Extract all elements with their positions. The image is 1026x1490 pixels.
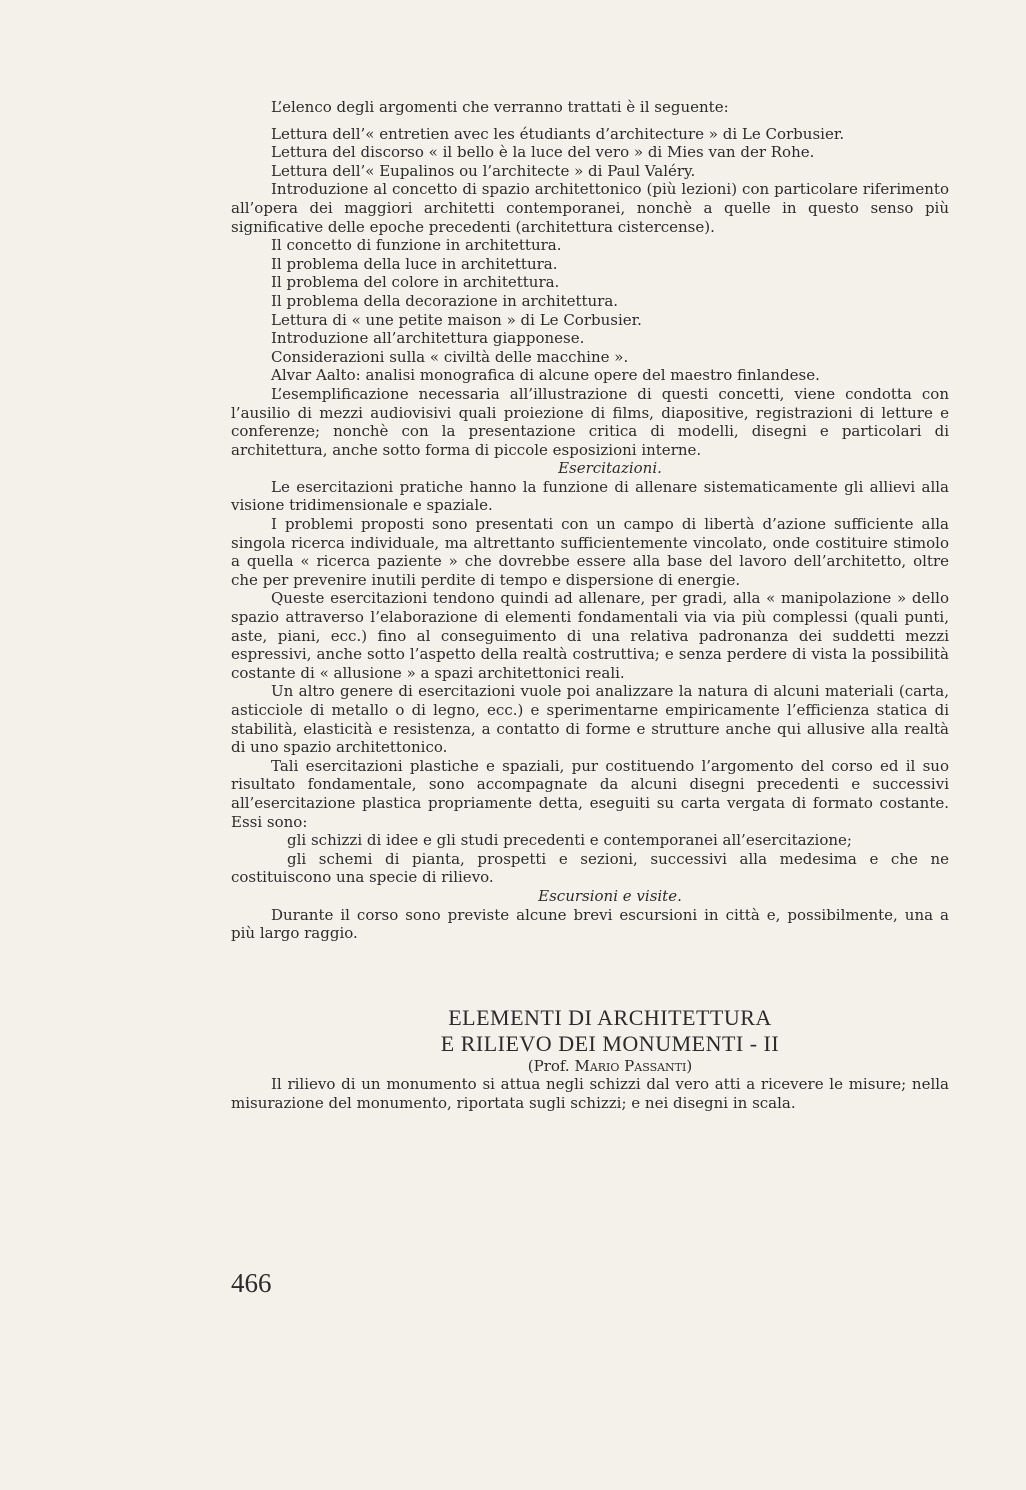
list-item: gli schizzi di idee e gli studi precedenti e contemporanei all’esercitazione; bbox=[287, 831, 852, 850]
intro-text: L’elenco degli argomenti che verranno trattati è il seguente: bbox=[271, 98, 729, 116]
topic-item: Il problema della luce in architettura. bbox=[271, 254, 558, 273]
topic-item: Introduzione all’architettura giapponese. bbox=[271, 329, 585, 348]
topic-item: Il problema della decorazione in architettura. bbox=[271, 291, 619, 310]
topic-item: Lettura dell’« entretien avec les étudiants d’architecture » di Le Corbusier. bbox=[271, 124, 845, 143]
page-number: 466 bbox=[231, 1268, 272, 1298]
professor-name: Mario Passanti bbox=[574, 1056, 687, 1075]
section-heading-escursioni: Escursioni e visite. bbox=[538, 886, 682, 905]
paragraph: Tali esercitazioni plastiche e spaziali, pur costituendo l’argomento del corso ed il suo risultato fondamentale, sono accompagnate da alcuni disegni precedenti e successivi all’esercitazione plastica propriamente detta, eseguiti su carta vergata di formato costante. Essi sono: bbox=[231, 756, 949, 831]
topic-item: L’esemplificazione necessaria all’illustrazione di questi concetti, viene condotta con l’ausilio di mezzi audiovisivi quali proiezione di films, diapositive, registrazioni di letture e conferenze; nonchè con la presentazione critica di modelli, disegni e particolari di architettura, anche sotto forma di piccole esposizioni interne. bbox=[231, 384, 949, 459]
prof-close: ) bbox=[686, 1056, 693, 1075]
list-item: gli schemi di pianta, prospetti e sezioni, successivi alla medesima e che ne costituiscono una specie di rilievo. bbox=[231, 849, 949, 887]
paragraph: Il rilievo di un monumento si attua negli schizzi dal vero atti a ricevere le misure; nella misurazione del monumento, riportata sugli schizzi; e nei disegni in scala. bbox=[231, 1075, 949, 1112]
topic-item: Alvar Aalto: analisi monografica di alcune opere del maestro finlandese. bbox=[271, 366, 820, 385]
paragraph: Durante il corso sono previste alcune brevi escursioni in città e, possibilmente, una a più largo raggio. bbox=[231, 905, 949, 943]
topic-item: Il concetto di funzione in architettura. bbox=[271, 236, 562, 255]
section-heading-esercitazioni: Esercitazioni. bbox=[558, 459, 662, 478]
topic-item: Introduzione al concetto di spazio architettonico (più lezioni) con particolare riferimento all’opera dei maggiori architetti contemporanei, nonchè a quelle in questo senso più significative delle epoche precedenti (architettura cistercense). bbox=[231, 180, 949, 236]
paragraph: Le esercitazioni pratiche hanno la funzione di allenare sistematicamente gli allievi alla visione tridimensionale e spaziale. bbox=[231, 477, 949, 515]
paragraph: Un altro genere di esercitazioni vuole poi analizzare la natura di alcuni materiali (carta, asticciole di metallo o di legno, ecc.) e sperimentarne empiricamente l’efficienza statica di stabilità, elasticità e resistenza, a contatto di forme e strutture anche qui allusive alla realtà di uno spazio architettonico. bbox=[231, 682, 949, 757]
paragraph: Queste esercitazioni tendono quindi ad allenare, per gradi, alla « manipolazione » dello spazio attraverso l’elaborazione di elementi fondamentali via via più complessi (quali punti, aste, piani, ecc.) fino al conseguimento di una relativa padronanza dei suddetti mezzi espressivi, anche sotto l’aspetto della realtà costruttiva; e senza perdere di vista la possibilità costante di « allusione » a spazi architettonici reali. bbox=[231, 589, 949, 682]
course-title-line-2: E RILIEVO DEI MONUMENTI - II bbox=[440, 1030, 780, 1056]
course-title bbox=[231, 1005, 949, 1057]
topic-item: Il problema del colore in architettura. bbox=[271, 273, 560, 292]
course-title-line-1: ELEMENTI DI ARCHITETTURA bbox=[448, 1004, 772, 1030]
topic-item: Considerazioni sulla « civiltà delle macchine ». bbox=[271, 347, 629, 366]
page-body bbox=[231, 98, 949, 1113]
paragraph: I problemi proposti sono presentati con un campo di libertà d’azione sufficiente alla singola ricerca individuale, ma altrettanto sufficientemente vincolato, onde costituire stimolo a quella « ricerca paziente » che dovrebbe essere alla base del lavoro dell’architetto, oltre che per prevenire inutili perdite di tempo e dispersione di energie. bbox=[231, 515, 949, 589]
prof-open: (Prof. bbox=[527, 1056, 575, 1075]
topic-item: Lettura dell’« Eupalinos ou l’architecte » di Paul Valéry. bbox=[271, 161, 696, 180]
topic-item: Lettura del discorso « il bello è la luce del vero » di Mies van der Rohe. bbox=[271, 143, 815, 162]
topic-item: Lettura di « une petite maison » di Le Corbusier. bbox=[271, 310, 642, 329]
professor-credit bbox=[231, 1057, 949, 1076]
